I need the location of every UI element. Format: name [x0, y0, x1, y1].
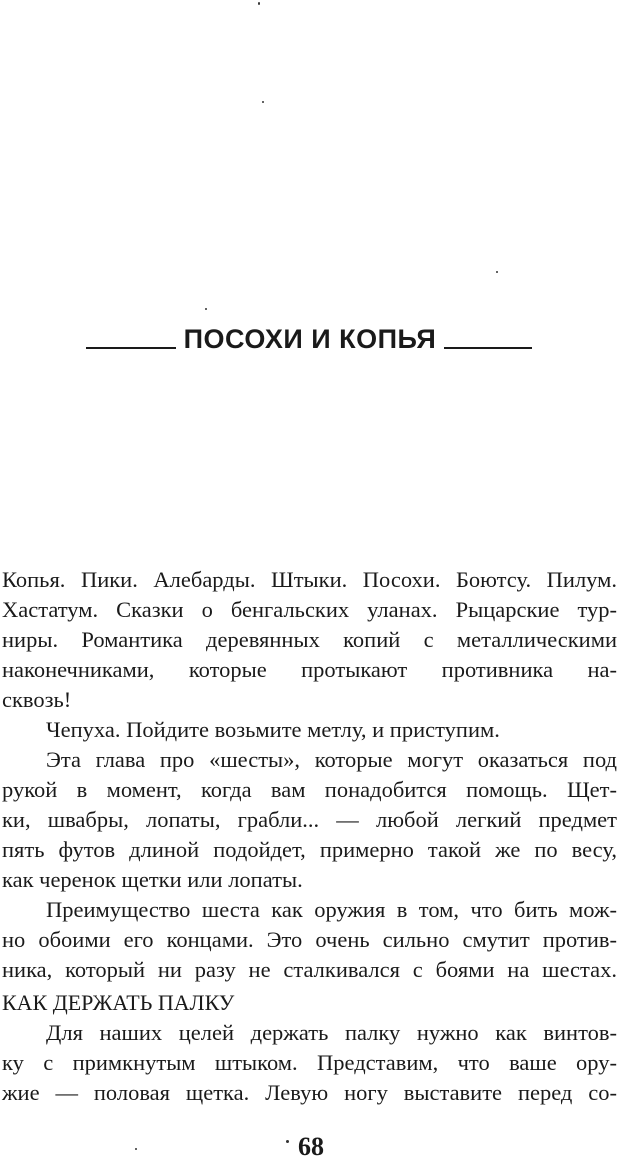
text-line: ниры. Романтика деревянных копий с металлическими	[2, 627, 617, 652]
text-line: как черенок щетки или лопаты.	[2, 867, 303, 892]
text-line: Чепуха. Пойдите возьмите метлу, и приступим.	[46, 717, 500, 742]
scan-speck	[262, 101, 264, 103]
scan-speck	[135, 1148, 137, 1150]
scan-speck	[496, 271, 498, 273]
text-line: Для наших целей держать палку нужно как винтов-	[46, 1020, 617, 1045]
text-line: Эта глава про «шесты», которые могут оказаться под	[46, 747, 617, 772]
scan-speck	[258, 2, 260, 5]
text-line: но обоими его концами. Это очень сильно смутит против-	[2, 927, 617, 952]
text-line: Хастатум. Сказки о бенгальских уланах. Рыцарские тур-	[2, 597, 617, 622]
scan-speck	[205, 308, 207, 310]
section-text	[2, 1018, 617, 1108]
body-text	[2, 565, 617, 985]
text-line: наконечниками, которые протыкают противника на-	[2, 657, 617, 682]
page-number: 68	[298, 1132, 324, 1161]
text-line: рукой в момент, когда вам понадобится помощь. Щет-	[2, 777, 617, 802]
text-line: ника, который ни разу не сталкивался с боями на шестах.	[2, 957, 617, 982]
chapter-title-text: ПОСОХИ И КОПЬЯ	[176, 324, 445, 354]
scan-speck	[286, 1140, 289, 1143]
text-line: Копья. Пики. Алебарды. Штыки. Посохи. Боютсу. Пилум.	[2, 567, 617, 592]
text-line: Преимущество шеста как оружия в том, что бить мож-	[46, 897, 617, 922]
text-line: жие — половая щетка. Левую ногу выставите перед со-	[2, 1080, 617, 1105]
text-line: ки, швабры, лопаты, грабли... — любой легкий предмет	[2, 807, 617, 832]
section-heading: КАК ДЕРЖАТЬ ПАЛКУ	[2, 990, 235, 1015]
text-line: сквозь!	[2, 687, 72, 712]
text-line: ку с примкнутым штыком. Представим, что ваше ору-	[2, 1050, 617, 1075]
chapter-title	[0, 322, 620, 356]
text-line: пять футов длиной подойдет, примерно такой же по весу,	[2, 837, 617, 862]
